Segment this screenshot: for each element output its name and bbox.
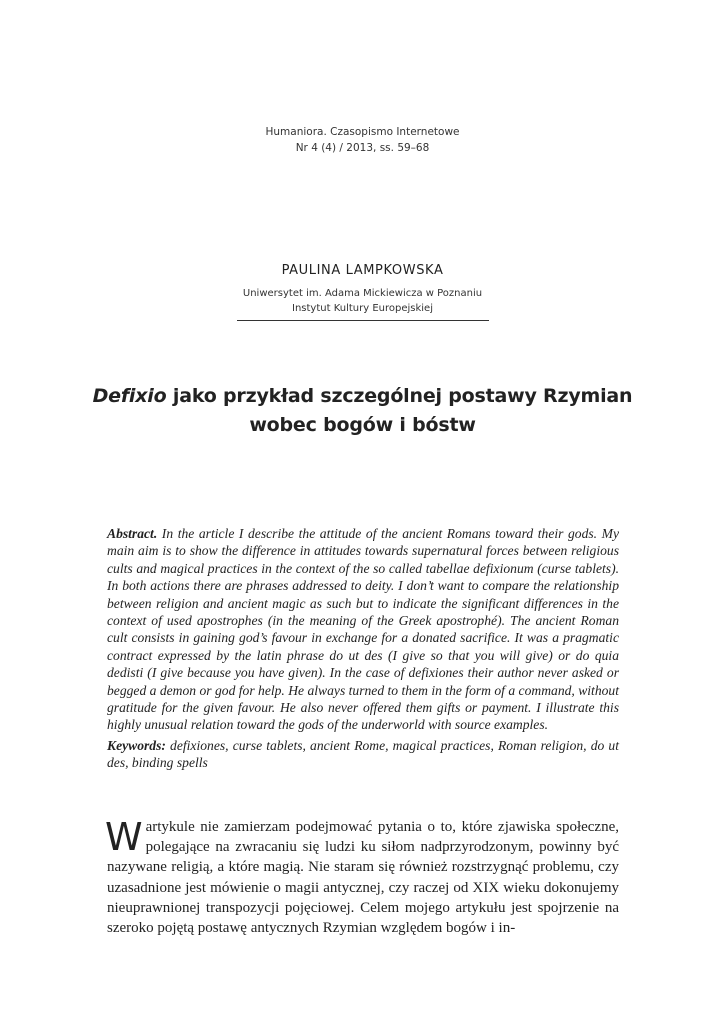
journal-issue: Nr 4 (4) / 2013, ss. 59–68 xyxy=(295,142,430,154)
affiliation-institute: Instytut Kultury Europejskiej xyxy=(292,303,433,314)
title-line-1: jako przykład szczególnej postawy Rzymian xyxy=(166,385,633,407)
author-name: PAULINA LAMPKOWSKA xyxy=(281,263,444,278)
body-paragraph xyxy=(107,817,619,938)
title-italic-word: Defixio xyxy=(92,385,167,407)
title-line-2: wobec bogów i bóstw xyxy=(249,414,476,436)
abstract-text: In the article I describe the attitude of the ancient Romans toward their gods. My main aim is to show the difference in attitudes towards supernatural forces between religious cults and magical practices in the context of the so called tabellae defixionum (curse tablets). In both actions there are phrases addressed to deity. I don’t want to compare the relationship between religion and ancient magic as such but to indicate the significant differences in the context of used apostrophes (in the meaning of the Greek apostrophé). The ancient Roman cult consists in gaining god’s favour in exchange for a donated sacrifice. It was a pragmatic contract expressed by the latin phrase do ut des (I give so that you will give) or do quia dedisti (I give because you have given). In the case of defixiones their author never asked or begged a demon or god for help. He always turned to them in the form of a command, without gratitude for the given favour. He also never offered them gifts or payment. I illustrate this highly unusual relation toward the gods of the underworld with source examples. xyxy=(107,526,619,733)
keywords-paragraph xyxy=(107,737,619,772)
article-title xyxy=(90,382,635,440)
keywords-label: Keywords: xyxy=(107,737,166,753)
abstract-label: Abstract. xyxy=(107,526,158,541)
author-affiliation xyxy=(0,286,725,316)
journal-header xyxy=(0,124,725,156)
abstract-section xyxy=(107,525,619,772)
journal-name: Humaniora. Czasopismo Internetowe xyxy=(265,126,460,138)
abstract-paragraph xyxy=(107,525,619,734)
keywords-text: defixiones, curse tablets, ancient Rome, magical practices, Roman religion, do ut des, binding spells xyxy=(107,737,619,771)
author-block xyxy=(0,262,725,316)
drop-cap: W xyxy=(105,815,143,859)
affiliation-university: Uniwersytet im. Adama Mickiewicza w Poznaniu xyxy=(242,288,483,299)
body-text: artykule nie zamierzam podejmować pytania o to, które zjawiska społeczne, polegające na zwracaniu się ludzi ku siłom nadprzyrodzonym, powinny być nazywane religią, a które magią. Nie staram się również rozstrzygnąć problemu, czy uzasadnione jest mówienie o magii antycznej, czy raczej od XIX wieku dokonujemy nieuprawnionej transpozycji pojęciowej. Celem mojego artykułu jest spojrzenie na szeroko pojętą postawę antycznych Rzymian względem bogów i in- xyxy=(107,819,619,937)
author-divider xyxy=(237,320,489,321)
